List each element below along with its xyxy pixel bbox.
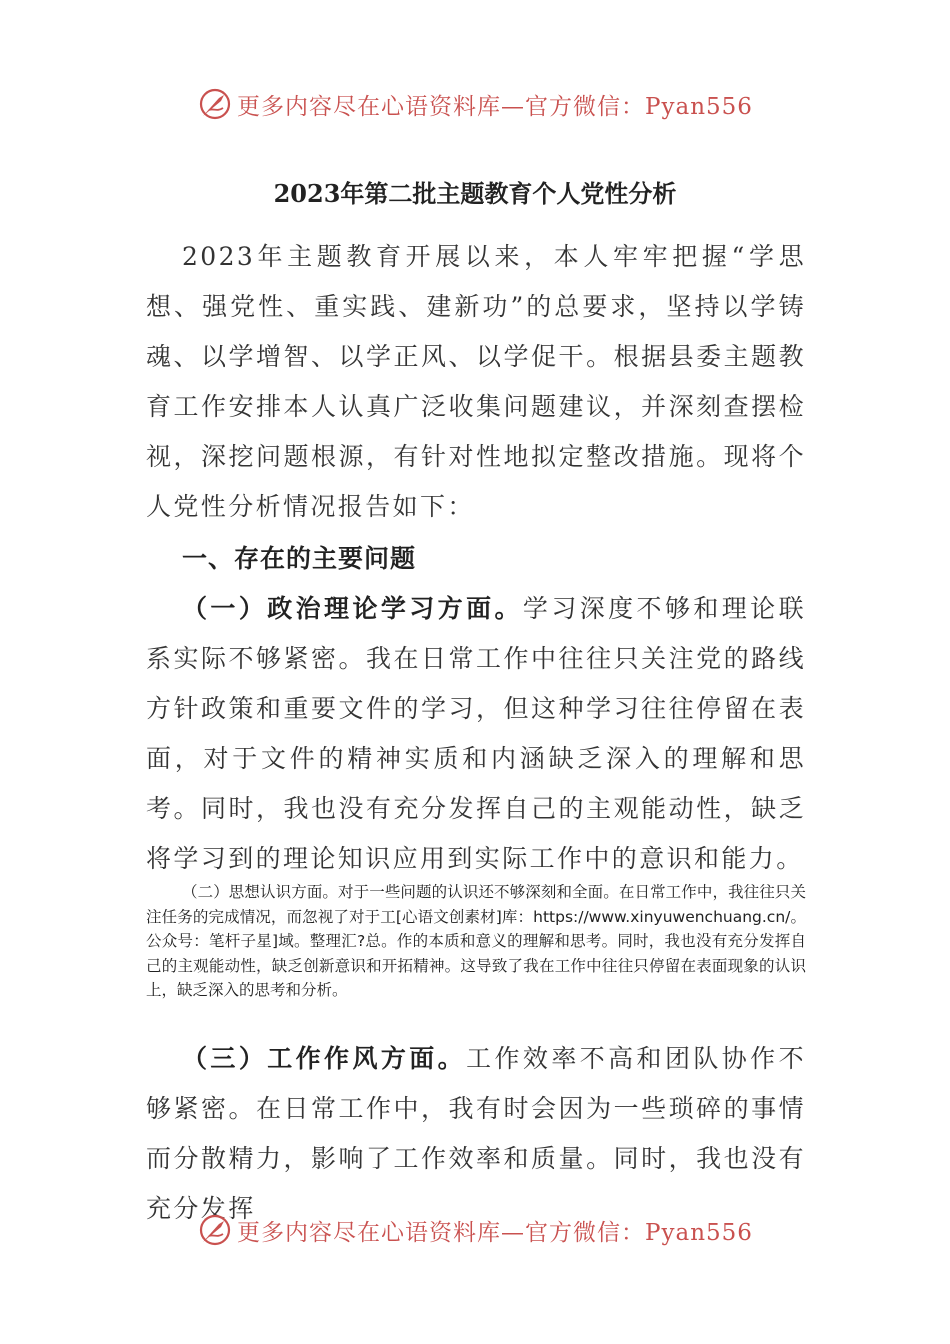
- document-title: 2023年第二批主题教育个人党性分析: [273, 179, 677, 208]
- footer-banner: [0, 1208, 950, 1252]
- pen-logo-icon: [197, 1212, 233, 1248]
- subsection-text: 工作效率不高和团队协作不够紧密。在日常工作中，我有时会因为一些琐碎的事情而分散精力，影响了工作效率和质量。同时，我也没有充分发挥: [146, 1044, 806, 1223]
- banner-text: 更多内容尽在心语资料库—官方微信：Pyan556: [237, 93, 753, 120]
- subsection-political-theory: [146, 584, 806, 884]
- banner-text: 更多内容尽在心语资料库—官方微信：Pyan556: [237, 1219, 753, 1246]
- subsection-text: 学习深度不够和理论联系实际不够紧密。我在日常工作中往往只关注党的路线方针政策和重要文件的学习，但这种学习往往停留在表面，对于文件的精神实质和内涵缺乏深入的理解和思考。同时，我也没有充分发挥自己的主观能动性，缺乏将学习到的理论知识应用到实际工作中的意识和能力。: [146, 594, 806, 873]
- pen-logo-icon: [197, 86, 233, 122]
- intro-paragraph: 2023年主题教育开展以来，本人牢牢把握“学思想、强党性、重实践、建新功”的总要求，坚持以学铸魂、以学增智、以学正风、以学促干。根据县委主题教育工作安排本人认真广泛收集问题建议，并深刻查摆检视，深挖问题根源，有针对性地拟定整改措施。现将个人党性分析情况报告如下：: [146, 242, 806, 521]
- header-banner: [0, 82, 950, 126]
- subsection-work-style: [146, 1034, 806, 1234]
- subsection-ideology: （二）思想认识方面。对于一些问题的认识还不够深刻和全面。在日常工作中，我往往只关注任务的完成情况，而忽视了对于工[心语文创素材]库：https://www.xinyuwenchuang.cn/。公众号：笔杆子星]域。整理汇?总。作的本质和意义的理解和思考。同时，我也没有充分发挥自己的主观能动性，缺乏创新意识和开拓精神。这导致了我在工作中往往只停留在表面现象的认识上，缺乏深入的思考和分析。: [146, 883, 806, 999]
- subsection-heading: （一）政治理论学习方面。: [182, 594, 523, 623]
- section-heading: 一、存在的主要问题: [182, 544, 417, 573]
- subsection-heading: （三）工作作风方面。: [182, 1044, 467, 1073]
